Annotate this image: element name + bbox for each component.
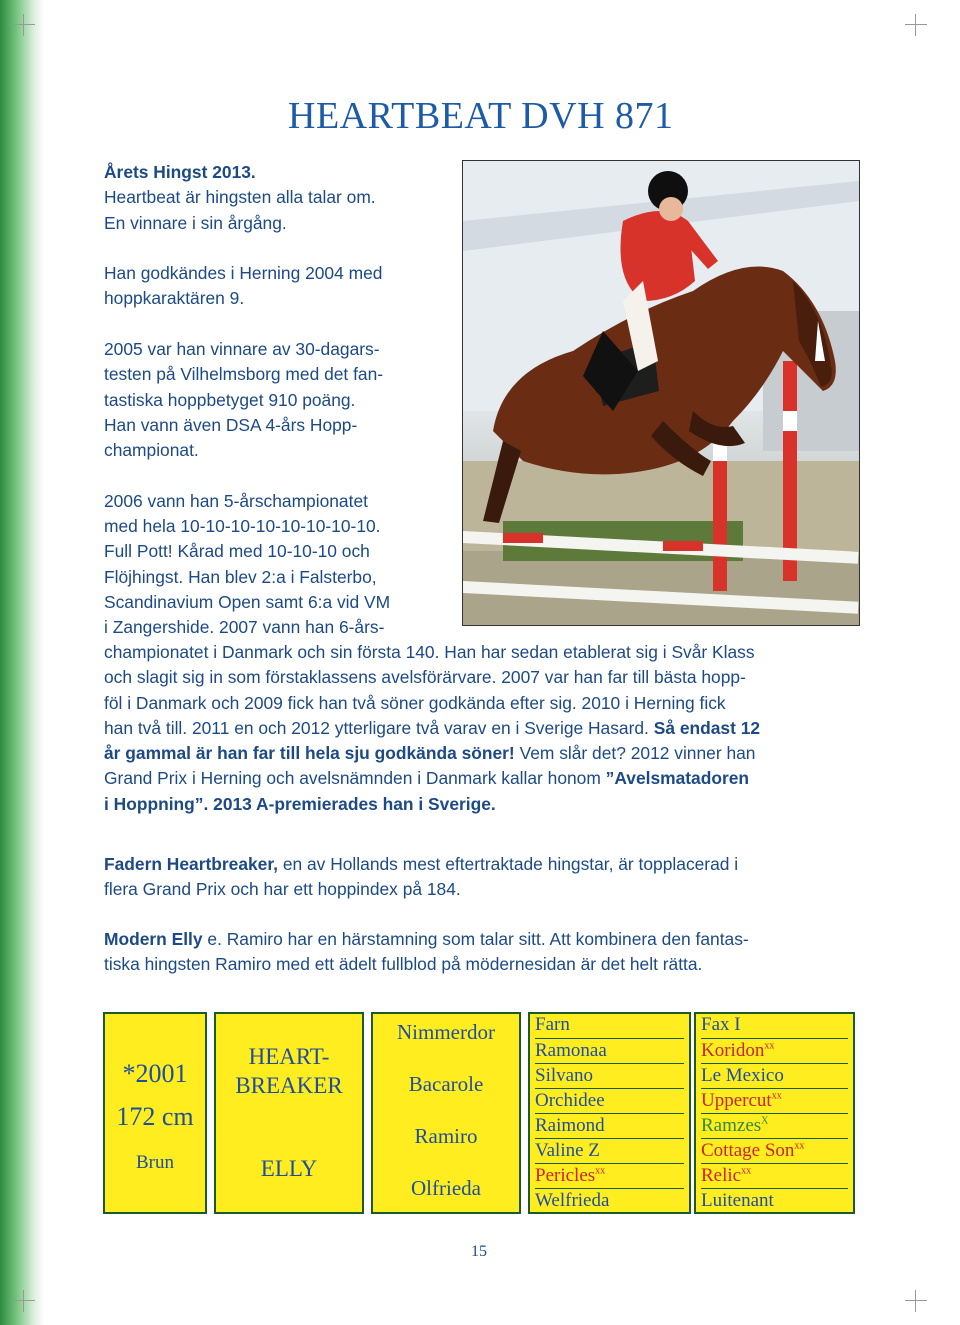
text-line <box>104 766 860 791</box>
ancestor-name <box>701 1063 848 1089</box>
ancestor-name <box>535 1038 684 1064</box>
ancestor-name <box>701 1163 848 1189</box>
text-line <box>104 877 860 902</box>
text-line: Han godkändes i Herning 2004 med <box>104 263 383 284</box>
birth-year: *2001 <box>122 1059 188 1088</box>
dam-paragraph <box>104 927 860 978</box>
text-run: år gammal är han far till hela sju godkända söner! <box>104 743 515 764</box>
text-line: Årets Hingst 2013. <box>104 162 256 182</box>
green-margin-bar <box>0 0 44 1325</box>
crop-mark-icon <box>13 14 35 36</box>
text-run: tiska hingsten Ramiro med ett ädelt fullblod på mödernesidan är det helt rätta. <box>104 954 703 975</box>
coat-color: Brun <box>136 1152 174 1173</box>
text-line: 2005 var han vinnare av 30-dagars- <box>104 339 380 360</box>
intro-column-text <box>104 160 444 641</box>
ancestor-label: Cottage Son <box>701 1140 795 1161</box>
ancestor-name <box>701 1113 848 1139</box>
pedigree-gen3-cell <box>528 1012 691 1214</box>
ancestor-name <box>535 1113 684 1139</box>
ancestor-label: Valine Z <box>535 1140 600 1161</box>
height: 172 cm <box>116 1102 194 1131</box>
ancestor-label: Welfrieda <box>535 1190 610 1211</box>
text-line: championat. <box>104 440 199 461</box>
text-run: flera Grand Prix och har ett hoppindex på 184. <box>104 879 461 900</box>
text-run: Så endast 12 <box>653 717 761 738</box>
ancestor-name <box>535 1138 684 1164</box>
ancestor-label: Orchidee <box>535 1090 605 1111</box>
breed-marker: xx <box>595 1165 606 1177</box>
text-line <box>104 640 860 665</box>
text-line: En vinnare i sin årgång. <box>104 212 287 233</box>
crop-mark-icon <box>13 1290 35 1312</box>
ancestor-name <box>701 1188 848 1214</box>
grandparent-name: Bacarole <box>408 1072 484 1096</box>
ancestor-name <box>535 1088 684 1114</box>
text-line: Han vann även DSA 4-års Hopp- <box>104 414 358 435</box>
ancestor-label: Koridon <box>701 1040 765 1061</box>
text-line: Heartbeat är hingsten alla talar om. <box>104 187 376 208</box>
text-run: ”Avelsmatadoren <box>605 768 750 789</box>
grandparent-name: Olfrieda <box>411 1176 481 1200</box>
ancestor-label: Le Mexico <box>701 1065 784 1086</box>
page-title: HEARTBEAT DVH 871 <box>288 95 674 137</box>
ancestor-name <box>701 1013 848 1038</box>
pedigree-parents-cell <box>214 1012 364 1214</box>
ancestor-name <box>701 1038 848 1064</box>
text-run: föl i Danmark och 2009 fick han två söner godkända efter sig. 2010 i Herning fick <box>104 692 726 713</box>
ancestor-label: Relic <box>701 1165 742 1186</box>
pedigree-gen2-cell <box>371 1012 521 1214</box>
text-line <box>104 927 860 952</box>
text-line <box>104 716 860 741</box>
sire-paragraph <box>104 852 860 903</box>
ancestor-name <box>535 1063 684 1089</box>
ancestor-name <box>535 1163 684 1189</box>
text-run: en av Hollands mest eftertraktade hingstar, är topplacerad i <box>278 854 739 874</box>
breed-marker: xx <box>741 1165 752 1177</box>
ancestor-name <box>701 1138 848 1164</box>
text-line: i Zangershide. 2007 vann han 6-års- <box>104 617 385 638</box>
text-line: 2006 vann han 5-årschampionatet <box>104 490 368 511</box>
text-run: Vem slår det? 2012 vinner han <box>514 743 756 764</box>
ancestor-label: Luitenant <box>701 1190 774 1211</box>
breed-marker: xx <box>764 1040 775 1052</box>
grandparent-name: Ramiro <box>414 1124 478 1148</box>
sire-name: HEART- BREAKER <box>235 1044 343 1098</box>
pedigree-table <box>103 1012 855 1214</box>
text-run: Grand Prix i Herning och avelsnämnden i Danmark kallar honom <box>104 768 606 789</box>
horse-jumping-photo-icon <box>463 161 859 625</box>
ancestor-label: Raimond <box>535 1115 605 1136</box>
text-line <box>104 236 444 261</box>
text-run: han två till. 2011 en och 2012 ytterligare två varav en i Sverige Hasard. <box>104 717 654 738</box>
text-run: i Hoppning”. 2013 A-premierades han i Sverige. <box>104 793 496 814</box>
ancestor-name <box>535 1013 684 1038</box>
crop-mark-icon <box>905 14 927 36</box>
dam-name: ELLY <box>260 1156 318 1181</box>
text-line: Flöjhingst. Han blev 2:a i Falsterbo, <box>104 566 377 587</box>
pedigree-gen4-cell <box>694 1012 855 1214</box>
text-run: Fadern Heartbreaker, <box>104 854 278 874</box>
text-run: e. Ramiro har en härstamning som talar sitt. Att kombinera den fantas- <box>202 929 749 949</box>
text-run: championatet i Danmark och sin första 140. Han har sedan etablerat sig i Svår Klass <box>104 642 755 662</box>
text-line <box>104 691 860 716</box>
breed-marker: X <box>761 1115 769 1127</box>
text-run: Modern Elly <box>104 929 203 949</box>
history-paragraph <box>104 640 860 817</box>
text-line: med hela 10-10-10-10-10-10-10-10. <box>104 516 381 537</box>
ancestor-label: Farn <box>535 1014 570 1035</box>
page-number: 15 <box>471 1243 487 1260</box>
text-line <box>104 665 860 690</box>
ancestor-label: Ramzes <box>701 1115 762 1136</box>
text-line: tastiska hoppbetyget 910 poäng. <box>104 389 356 410</box>
crop-mark-icon <box>905 1290 927 1312</box>
text-line: Scandinavium Open samt 6:a vid VM <box>104 592 391 613</box>
text-line <box>104 312 444 337</box>
text-line <box>104 852 860 877</box>
pedigree-horse-cell <box>103 1012 207 1214</box>
text-line <box>104 792 860 817</box>
text-line: Full Pott! Kårad med 10-10-10 och <box>104 541 370 562</box>
text-run: och slagit sig in som förstaklassens avelsförärvare. 2007 var han far till bästa hopp- <box>104 667 746 688</box>
text-line: testen på Vilhelmsborg med det fan- <box>104 364 384 385</box>
ancestor-name <box>535 1188 684 1214</box>
ancestor-label: Fax I <box>701 1014 741 1035</box>
text-line <box>104 952 860 977</box>
ancestor-label: Silvano <box>535 1065 594 1086</box>
ancestor-label: Pericles <box>535 1165 596 1186</box>
ancestor-name <box>701 1088 848 1114</box>
text-line <box>104 464 444 489</box>
text-line <box>104 741 860 766</box>
breed-marker: xx <box>794 1140 805 1152</box>
text-line: hoppkaraktären 9. <box>104 288 245 309</box>
grandparent-name: Nimmerdor <box>397 1020 495 1044</box>
ancestor-label: Uppercut <box>701 1090 772 1111</box>
ancestor-label: Ramonaa <box>535 1040 607 1061</box>
breed-marker: xx <box>771 1090 782 1102</box>
horse-jumping-photo <box>462 160 860 626</box>
